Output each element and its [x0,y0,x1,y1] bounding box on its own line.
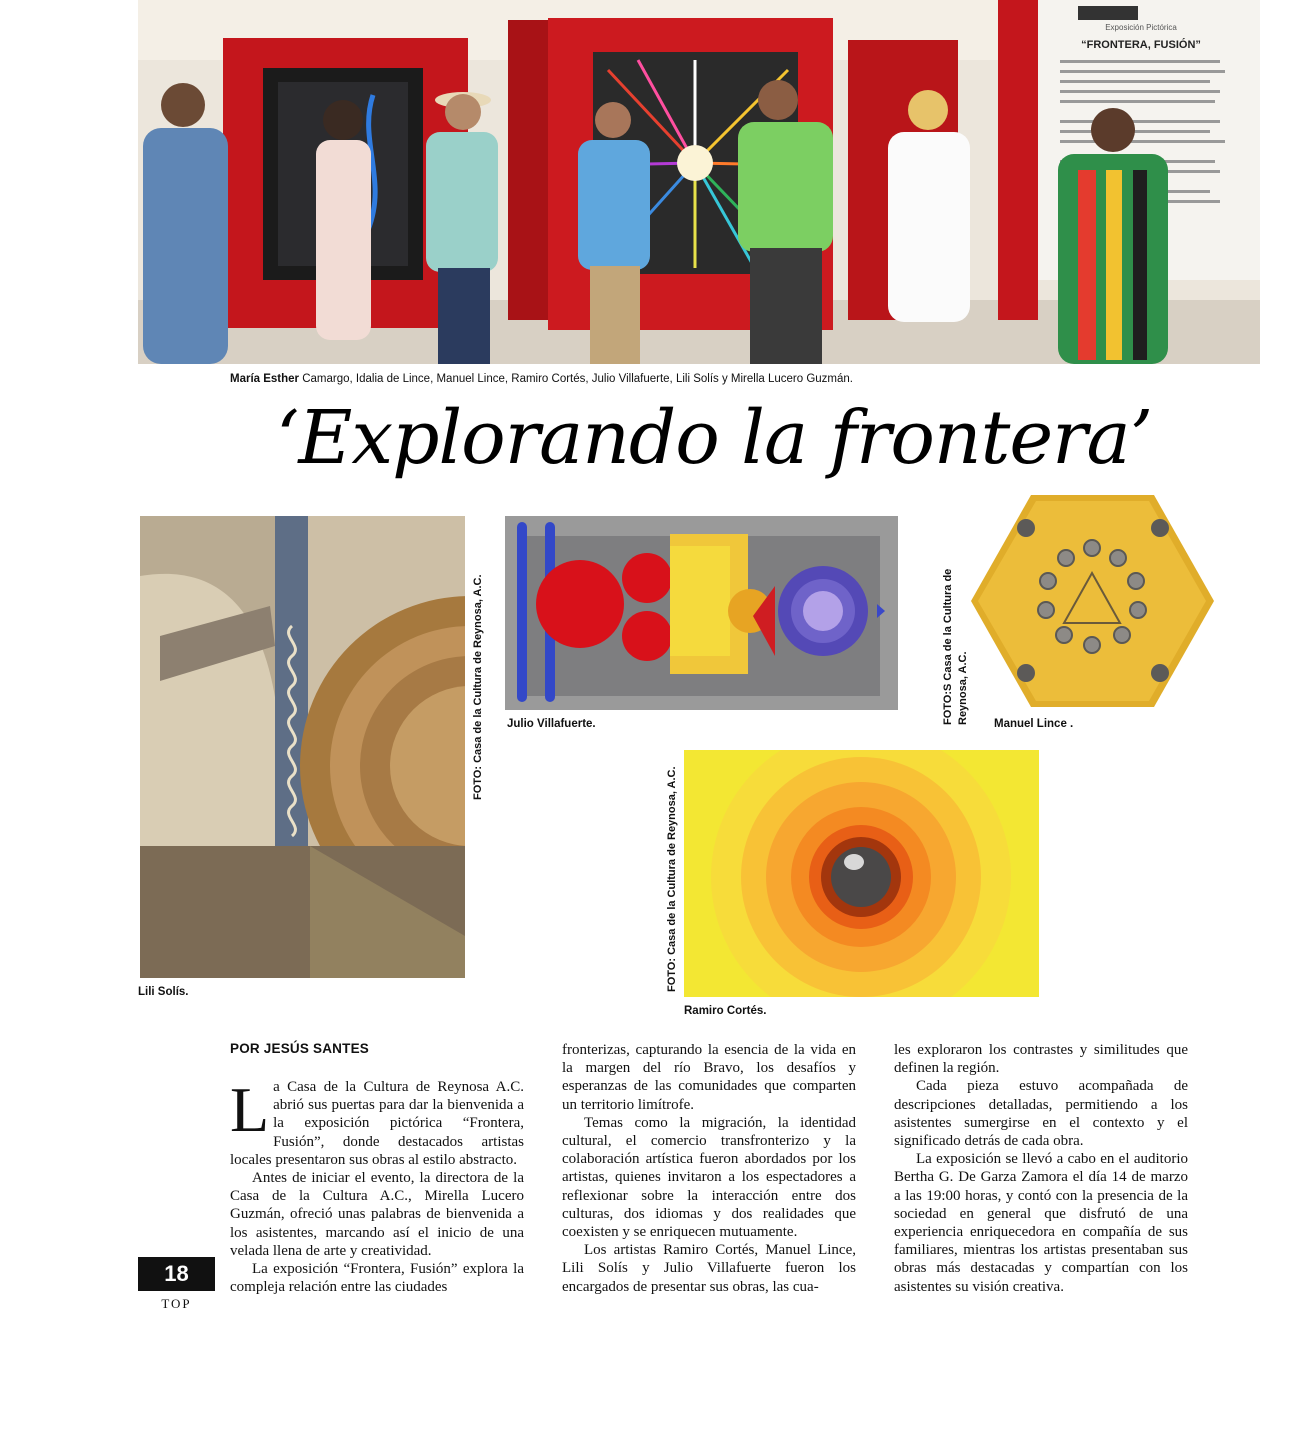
artwork-label-ramiro: Ramiro Cortés. [684,1005,767,1017]
paragraph-2: Antes de iniciar el evento, la directora de la Casa de la Cultura A.C., Mirella Lucero Guzmán, ofreció unas palabras de bienvenida a los asistentes, marcando así el inicio de una velada llena de arte y creatividad. [230,1170,524,1259]
paragraph-6: Cada pieza estuvo acompañada de descripciones detalladas, permitiendo a los asistentes sumergirse en el contexto y el significado detrás de cada obra. [894,1078,1188,1150]
paragraph-4: Temas como la migración, la identidad cultural, el comercio transfronterizo y la colaboración artística fueron abordados por los artistas, quienes invitaron a los espectadores a reflexionar sobre la interacción entre dos culturas, dos idiomas y dos realidades que coexisten y se enriquecen mutuamente. [562,1114,856,1241]
caption-name: María Esther [230,373,300,385]
artwork-label-lili: Lili Solís. [138,986,189,998]
article-column-3 [894,1041,1188,1296]
section-label: TOP [161,1296,192,1311]
caption-text: Camargo, Idalia de Lince, Manuel Lince, Ramiro Cortés, Julio Villafuerte, Lili Solís y Mirella Lucero Guzmán. [299,373,853,385]
panel-subtitle: Exposición Pictórica [1105,23,1177,32]
artwork-manuel-lince [970,493,1215,708]
photo-credit-2a: FOTO:S Casa de la Cultura de [942,568,954,725]
artwork-label-julio: Julio Villafuerte. [507,718,596,730]
artwork-julio-villafuerte [505,516,898,710]
event-photo [138,0,1260,364]
photo-credit-2b: Reynosa, A.C. [957,651,969,725]
panel-title: “FRONTERA, FUSIÓN” [1081,39,1201,51]
artwork-label-manuel: Manuel Lince . [994,718,1074,730]
dropcap: L [230,1074,270,1145]
event-photo-illustration [138,0,1260,364]
paragraph-5a: Los artistas Ramiro Cortés, Manuel Lince, Lili Solís y Julio Villafuerte fueron los encargados de presentar sus obras, las cua- [562,1242,856,1295]
paragraph-1 [230,1074,524,1169]
photo-credit-1: FOTO: Casa de la Cultura de Reynosa, A.C. [472,574,484,800]
article-column-1 [230,1074,524,1296]
article-column-2 [562,1041,856,1296]
artwork-lili-solis [140,516,465,978]
paragraph-5b: les exploraron los contrastes y similitudes que definen la región. [894,1042,1188,1077]
page-number: 18 [138,1257,215,1291]
paragraph-1-text: a Casa de la Cultura de Reynosa A.C. abrió sus puertas para dar la bienvenida a la exposición pictórica “Frontera, Fusión”, donde destacados artistas locales presentaron sus obras al estilo abstracto. [230,1079,524,1168]
paragraph-3b: fronterizas, capturando la esencia de la vida en la margen del río Bravo, los desafíos y esperanzas de las comunidades que comparten un territorio limítrofe. [562,1042,856,1113]
photo-credit-3: FOTO: Casa de la Cultura de Reynosa, A.C. [666,766,678,992]
paragraph-7: La exposición se llevó a cabo en el auditorio Bertha G. De Garza Zamora el día 14 de marzo a las 19:00 horas, y contó con la presencia de la sociedad en general que disfrutó de una experiencia enriquecedora en compañía de sus familiares, mientras los artistas presentaban sus obras más destacadas y compartían con los asistentes su visión creativa. [894,1151,1188,1295]
paragraph-3a: La exposición “Frontera, Fusión” explora la compleja relación entre las ciudades [230,1261,524,1296]
headline: ‘Explorando la frontera’ [275,395,1153,481]
photo-caption [230,373,853,385]
byline: POR JESÚS SANTES [230,1041,369,1056]
artwork-ramiro-cortes [684,750,1039,997]
